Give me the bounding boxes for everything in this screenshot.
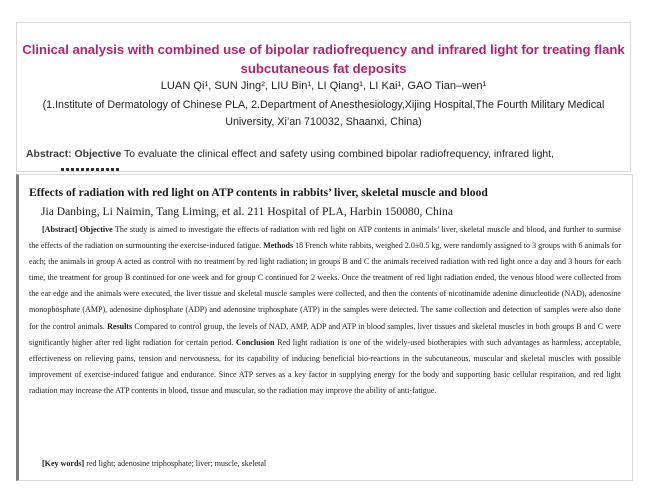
paper-title: Effects of radiation with red light on ATP contents in rabbits’ liver, skeletal muscle and blood — [29, 186, 488, 199]
abstract-body — [29, 222, 621, 399]
keywords-text: red light; adenosine triphosphate; liver; muscle, skeletal — [86, 459, 267, 468]
abstract-label: Abstract: — [26, 149, 72, 160]
keywords-line — [42, 457, 622, 471]
methods-label: Methods — [263, 241, 294, 251]
conclusion-text: Red light radiation is one of the widely-used biotherapies with such advantages as harmless, acceptable, effectiveness on relieving pains, tension and nervousness, for its capability of inducing beneficial bio-reactions in the subcutaneous, muscular and skeletal muscles with possible improvement of exercise-induced fatigue and endurance. Since ATP serves as a key factor in supplying energy for the body and supporting basic cellular respiration, and red light radiation may increase the ATP contents in blood, tissue and muscular, so the radiation may improve the ability of anti-fatigue. — [29, 337, 621, 395]
methods-text: 18 French white rabbits, weighed 2.0±0.5 kg, were randomly assigned to 3 groups with 6 animals for each; the animals in group A acted as control with no treatment by red light radiation; in groups B and C the animals received radiation with red light once a day and 3 hours for each time, the treatment for group B continued for one week and for group C continued for 2 weeks. Once the treatment of red light radiation ended, the venous blood were collected from the ear edge and the animals were executed, the liver tissue and skeletal muscle samples were collected, and then the contents of nicotinamide adenine dinucleotide (NAD), adenosine monophosphate (AMP), adenosine diphosphate (ADP) and adenosine triphosphate (ATP) in the samples were detected. The same collection and detection of samples were also done for the control animals. — [29, 241, 621, 331]
author-list: LUAN Qi¹, SUN Jing², LIU Bin¹, LI Qiang¹, LI Kai¹, GAO Tian–wen¹ — [160, 80, 487, 92]
abstract-first-line — [26, 148, 626, 162]
abstract-label: [Abstract] — [42, 225, 78, 234]
paper-title: Clinical analysis with combined use of bipolar radiofrequency and infrared light for treating flank subcutaneous fat deposits — [22, 42, 625, 76]
english-abstract-card-top — [16, 22, 631, 172]
objective-label: Objective — [74, 149, 122, 160]
keywords-label: [Key words] — [42, 459, 85, 468]
abstract-text: To evaluate the clinical effect and safety using combined bipolar radiofrequency, infrared light, — [124, 149, 554, 160]
objective-label: Objective — [79, 225, 113, 234]
affiliation: (1.Institute of Dermatology of Chinese PLA, 2.Department of Anesthesiology,Xijing Hospital,The Fourth Military Medical University, Xi’an 710032, Shaanxi, China) — [42, 99, 605, 128]
english-abstract-card-bottom — [16, 174, 633, 481]
author-affiliation-line: Jia Danbing, Li Naimin, Tang Liming, et al. 211 Hospital of PLA, Harbin 150080, China — [41, 205, 454, 218]
objective-text: The study is aimed to investigate the effects of radiation with red light on ATP contents in animals’ liver, skeletal muscle and blood, and further to surmise the effects of the radiation on surmounting the exercise-induced fatigue. — [29, 225, 621, 251]
results-label: Results — [107, 321, 133, 331]
conclusion-label: Conclusion — [235, 337, 275, 347]
results-text: Compared to control group, the levels of NAD, AMP, ADP and ATP in blood samples, liver tissues and skeletal muscles in both groups B and C were significantly higher after red light radiation for certain period. — [29, 321, 622, 347]
cropped-text-fragment — [61, 168, 121, 171]
